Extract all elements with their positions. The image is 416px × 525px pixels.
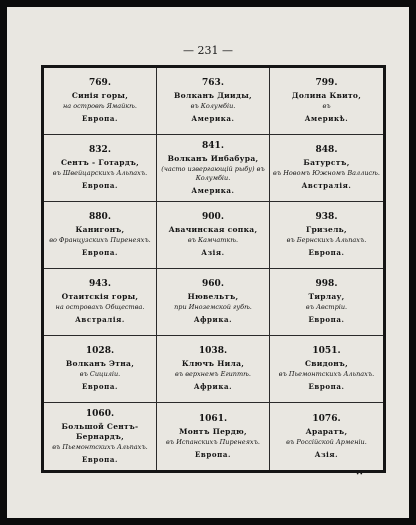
- table-cell: [270, 202, 383, 269]
- elevation-number: 763.: [202, 78, 224, 88]
- elevation-number: 960.: [202, 279, 224, 289]
- continent: Азія.: [314, 449, 339, 459]
- elevation-number: 998.: [315, 279, 338, 289]
- place-name: Синія горы,: [71, 91, 129, 100]
- place-name: Авачинская сопка,: [168, 225, 258, 234]
- place-name: Большой Сентъ-Бернардъ,: [61, 421, 139, 441]
- place-name: Волканъ Дииды,: [174, 91, 252, 100]
- book-page: [7, 7, 409, 518]
- place-location: въ: [322, 102, 331, 110]
- table-cell: [270, 68, 383, 135]
- table-cell: [44, 269, 157, 336]
- elevation-number: 880.: [89, 212, 111, 222]
- place-name: Канигонъ,: [75, 225, 125, 234]
- place-name: Долина Квито,: [291, 91, 362, 100]
- page-number: — 231 —: [183, 44, 233, 57]
- table-cell: [270, 135, 383, 202]
- continent: Европа.: [81, 248, 119, 257]
- place-name: Монтъ Пердю,: [179, 426, 247, 436]
- place-name: Ключъ Нила,: [181, 359, 245, 368]
- place-name: Батурстъ,: [303, 158, 350, 167]
- place-name: Волканъ Этна,: [65, 359, 135, 368]
- table-cell: [44, 135, 157, 202]
- place-location: при Иноземской губѣ.: [174, 303, 252, 311]
- place-name: Свидонъ,: [305, 359, 348, 368]
- continent: Азія.: [201, 248, 225, 257]
- continent: Европа.: [81, 114, 119, 123]
- elevation-number: 1060.: [85, 408, 115, 419]
- continent: Америка.: [191, 114, 235, 123]
- place-location: на островахъ Общества.: [55, 303, 145, 311]
- table-cell: [270, 336, 383, 403]
- place-location: въ Новомъ Южномъ Валлисѣ.: [273, 169, 380, 177]
- place-location: въ Пьемонтскихъ Альпахъ.: [278, 370, 375, 378]
- place-name: Отаитскія горы,: [61, 292, 139, 301]
- place-name: Араратъ,: [305, 426, 348, 436]
- elevation-table: [41, 65, 386, 473]
- place-location: въ Бернскихъ Альпахъ.: [286, 236, 367, 244]
- elevation-number: 1076.: [312, 413, 341, 424]
- continent: Австралія.: [301, 181, 352, 190]
- place-location: въ Испанскихъ Пиренеяхъ.: [166, 437, 260, 446]
- continent: Европа.: [194, 449, 232, 459]
- continent: Африка.: [193, 382, 233, 391]
- place-location: въ Камчаткѣ.: [187, 236, 239, 244]
- continent: Европа.: [308, 315, 345, 324]
- elevation-number: 1061.: [198, 413, 228, 424]
- continent: Австралія.: [75, 315, 125, 324]
- place-name: Волканъ Инбабура,: [167, 153, 259, 163]
- place-location: во Французскихъ Пиренеяхъ.: [49, 236, 151, 244]
- table-cell: [157, 336, 270, 403]
- elevation-number: 938.: [315, 212, 338, 222]
- elevation-number: 832.: [89, 145, 111, 155]
- place-name: Гризель,: [306, 225, 347, 234]
- continent: Европа.: [81, 454, 119, 464]
- table-cell: [44, 202, 157, 269]
- elevation-number: 943.: [89, 279, 111, 289]
- table-cell: [44, 336, 157, 403]
- continent: Америка.: [191, 185, 235, 195]
- table-cell: [270, 269, 383, 336]
- place-location: (часто извергающій рыбу) въ Колумбіи.: [161, 164, 265, 182]
- place-location: въ Колумбіи.: [190, 102, 236, 110]
- table-cell: [44, 68, 157, 135]
- place-location: въ Австріи.: [305, 303, 348, 311]
- table-cell: [157, 403, 270, 470]
- continent: Америкѣ.: [304, 114, 349, 123]
- table-cell: [270, 403, 383, 470]
- elevation-number: 900.: [202, 212, 224, 222]
- place-name: Нювельтъ,: [187, 292, 239, 301]
- elevation-number: 1038.: [198, 346, 228, 356]
- place-location: въ верхнемъ Египтѣ.: [175, 370, 251, 378]
- table-cell: [44, 403, 157, 470]
- place-location: на островѣ Ямайкѣ.: [63, 102, 137, 110]
- elevation-number: 769.: [89, 78, 111, 88]
- continent: Африка.: [193, 315, 233, 324]
- elevation-number: 1028.: [85, 346, 115, 356]
- elevation-number: 799.: [315, 78, 338, 88]
- table-cell: [157, 202, 270, 269]
- place-location: въ Швейцарскихъ Альпахъ.: [52, 169, 148, 177]
- elevation-number: 841.: [202, 140, 224, 151]
- table-cell: [157, 68, 270, 135]
- continent: Европа.: [81, 181, 119, 190]
- continent: Европа.: [308, 248, 345, 257]
- elevation-number: 848.: [315, 145, 338, 155]
- table-cell: [157, 269, 270, 336]
- continent: Европа.: [308, 382, 345, 391]
- table-cell: [157, 135, 270, 202]
- place-name: Тирлау,: [308, 292, 345, 301]
- place-location: въ Сициліи.: [79, 370, 121, 378]
- elevation-number: 1051.: [312, 346, 341, 356]
- place-location: въ Пьемонтскихъ Альпахъ.: [52, 442, 148, 451]
- continent: Европа.: [81, 382, 119, 391]
- place-location: въ Россійской Арменіи.: [286, 437, 367, 446]
- place-name: Сентъ - Готардъ,: [60, 158, 140, 167]
- footer-mark: ••: [355, 471, 363, 478]
